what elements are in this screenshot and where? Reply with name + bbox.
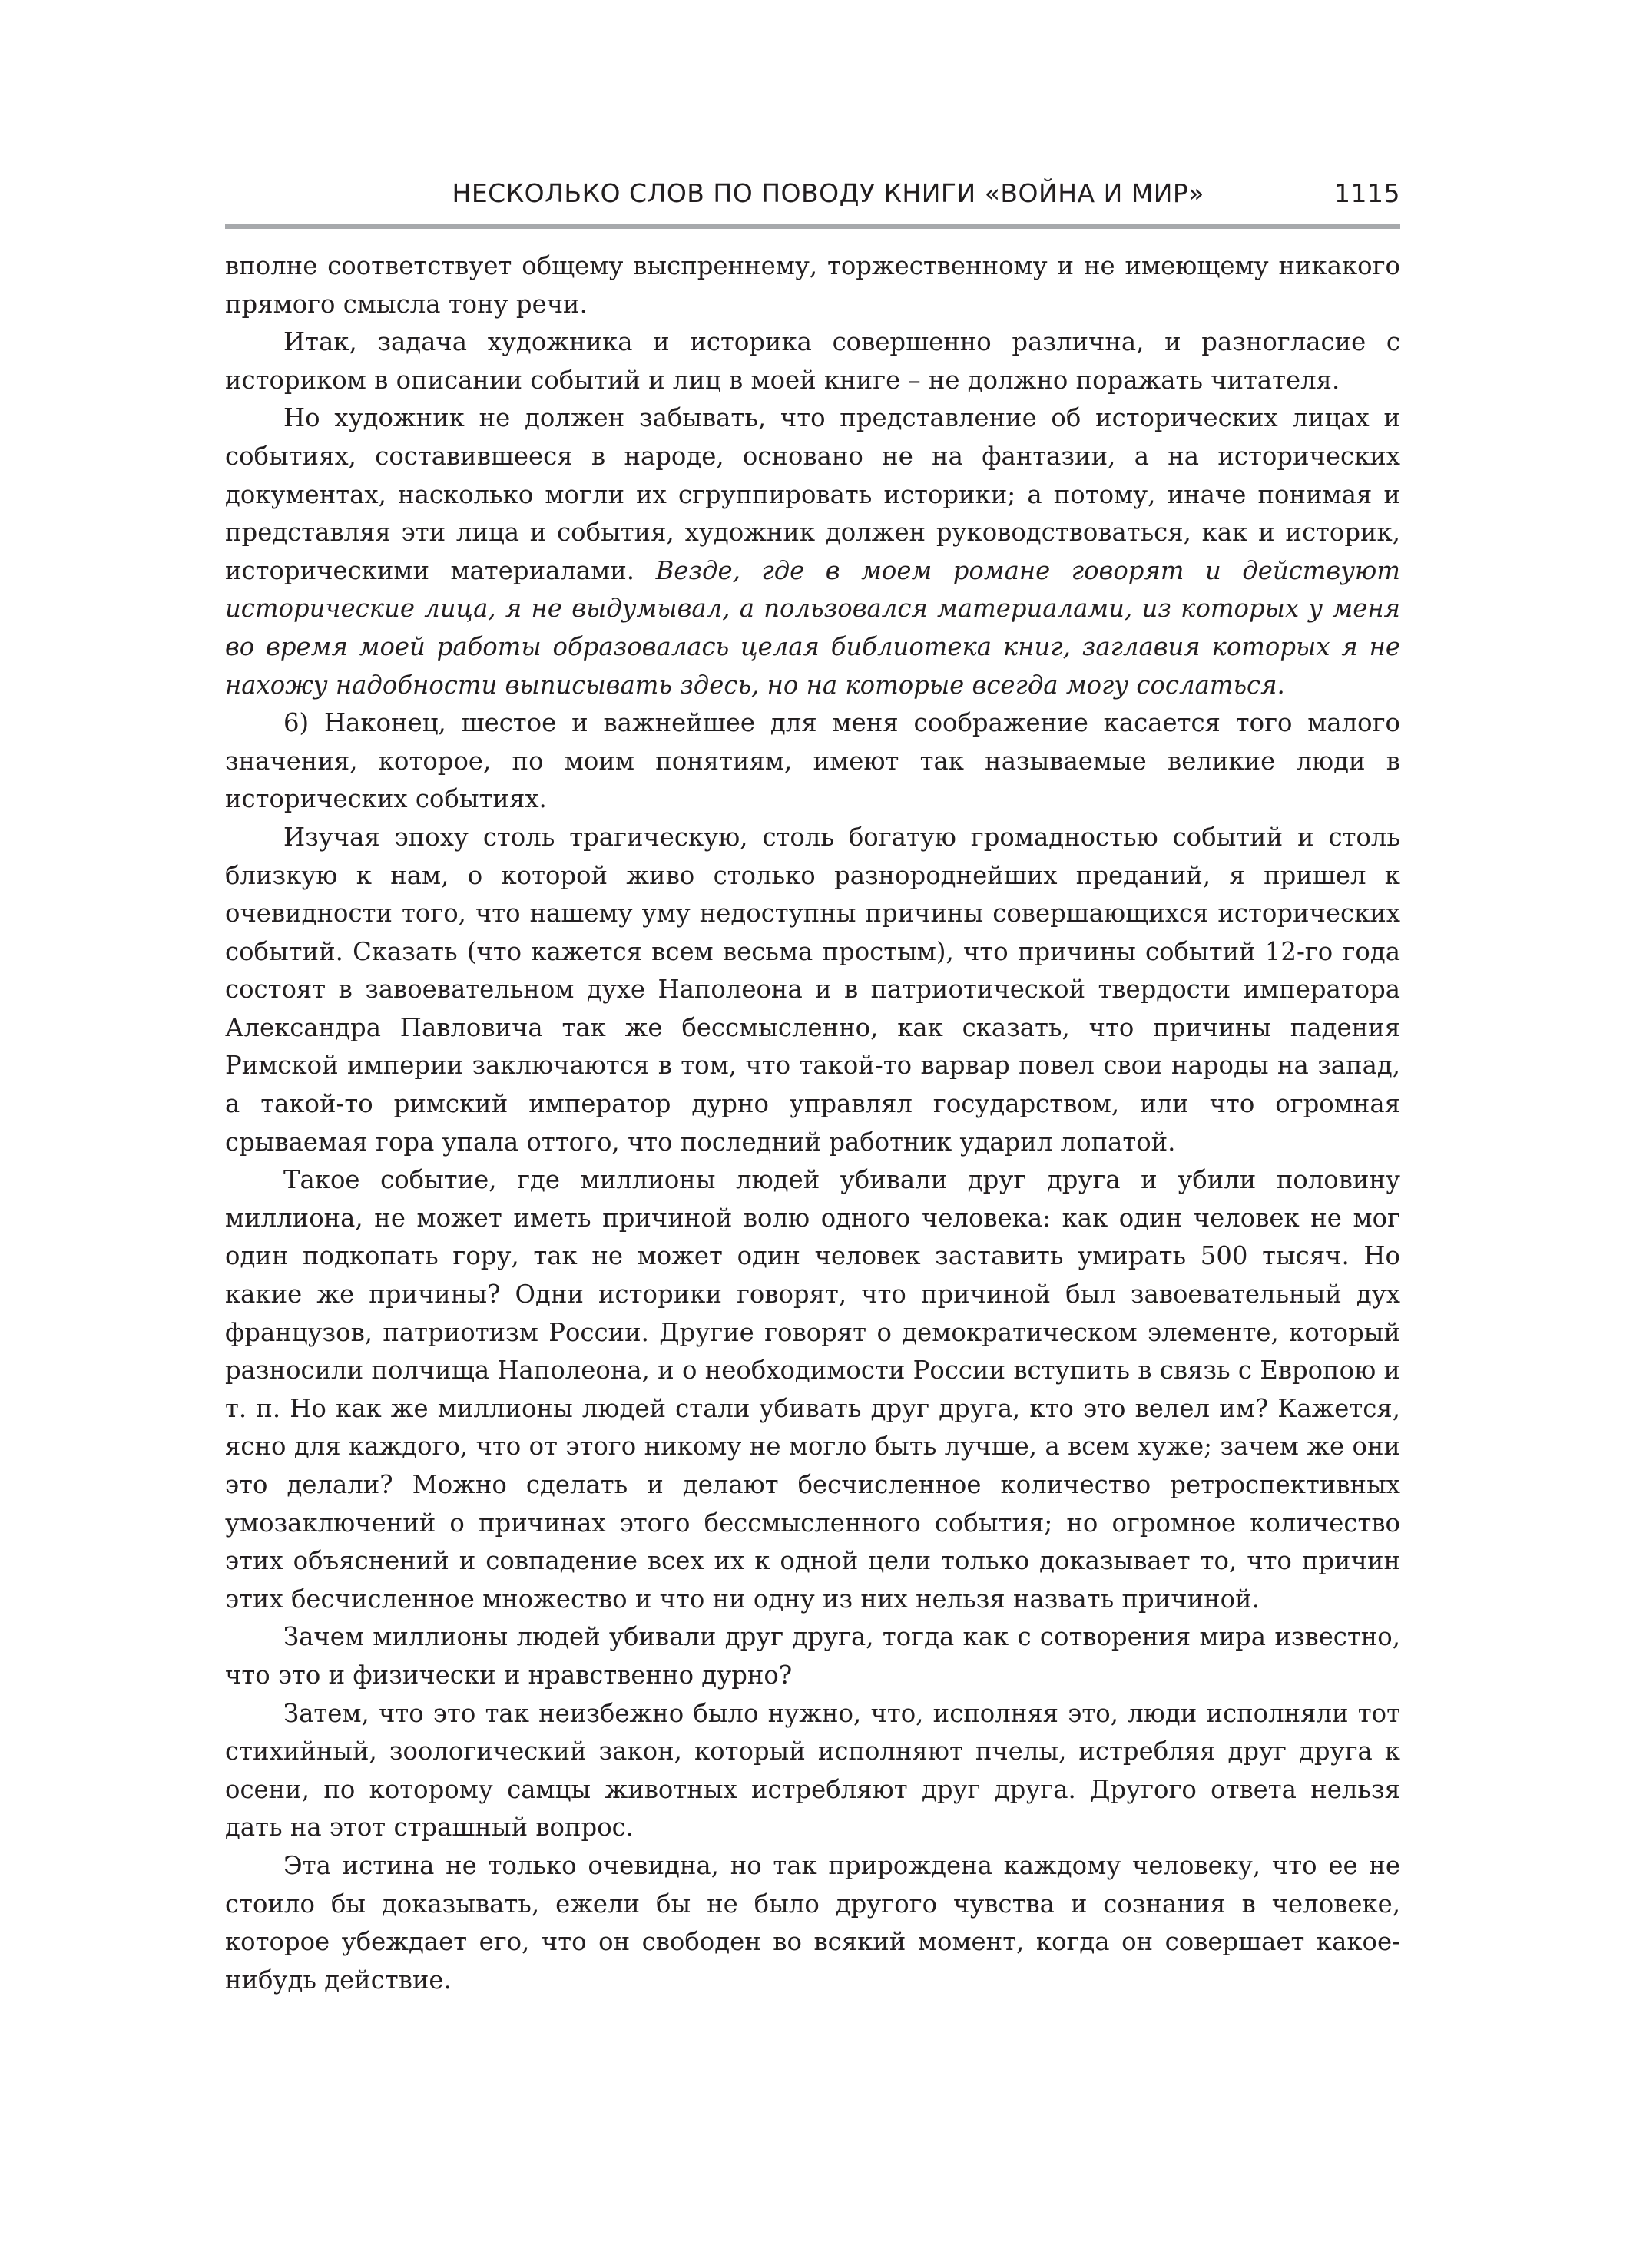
book-page — [225, 177, 1400, 2212]
paragraph — [225, 704, 1400, 819]
paragraph-text: Но художник не должен забывать, что представление об исторических лицах и событиях, составившееся в народе, основано не на фантазии, а на исторических документах, насколько могли их сгруппировать историки; а потому, иначе понимая и представляя эти лица и события, художник должен руководствоваться, как и историк, историческими материалами. — [225, 403, 1400, 585]
italic-passage: Везде, где в моем романе говорят и действуют исторические лица, я не выдумывал, а пользовался материалами, из которых у меня во время моей работы образовалась целая библиотека книг, заглавия которых я не нахожу надобности выписывать здесь, но на которые всегда могу сослаться. — [225, 555, 1400, 700]
paragraph — [225, 1847, 1400, 1999]
paragraph — [225, 1695, 1400, 1847]
paragraph — [225, 399, 1400, 704]
paragraph-text: Зачем миллионы людей убивали друг друга, тогда как с сотворения мира известно, что это и физически и нравственно дурно? — [225, 1622, 1400, 1690]
paragraph-text: вполне соответствует общему выспреннему, торжественному и не имеющему никакого прямого смысла тону речи. — [225, 251, 1400, 319]
paragraph — [225, 247, 1400, 323]
paragraph — [225, 1161, 1400, 1618]
paragraph — [225, 819, 1400, 1161]
paragraph — [225, 1618, 1400, 1694]
running-head — [225, 177, 1400, 229]
paragraph — [225, 323, 1400, 399]
body-text — [225, 247, 1400, 1999]
paragraph-text: Эта истина не только очевидна, но так прирождена каждому человеку, что ее не стоило бы доказывать, ежели бы не было другого чувства и сознания в человеке, которое убеждает его, что он свободен во всякий момент, когда он совершает какое-нибудь действие. — [225, 1850, 1400, 1995]
page-number: 1115 — [1334, 178, 1400, 208]
paragraph-text: 6) Наконец, шестое и важнейшее для меня соображение касается того малого значения, которое, по моим понятиям, имеют так называемые великие люди в исторических событиях. — [225, 708, 1400, 814]
running-head-title: НЕСКОЛЬКО СЛОВ ПО ПОВОДУ КНИГИ «ВОЙНА И МИР» — [452, 178, 1204, 208]
paragraph-text: Итак, задача художника и историка совершенно различна, и разногласие с историком в описании событий и лиц в моей книге – не должно поражать читателя. — [225, 327, 1400, 395]
paragraph-text: Изучая эпоху столь трагическую, столь богатую громадностью событий и столь близкую к нам, о которой живо столько разнороднейших преданий, я пришел к очевидности того, что нашему уму недоступны причины совершающихся исторических событий. Сказать (что кажется всем весьма простым), что причины событий 12-го года состоят в завоевательном духе Наполеона и в патриотической твердости императора Александра Павловича так же бессмысленно, как сказать, что причины падения Римской империи заключаются в том, что такой-то варвар повел свои народы на запад, а такой-то римский император дурно управлял государством, или что огромная срываемая гора упала оттого, что последний работник ударил лопатой. — [225, 822, 1400, 1157]
paragraph-text: Затем, что это так неизбежно было нужно, что, исполняя это, люди исполняли тот стихийный, зоологический закон, который исполняют пчелы, истребляя друг друга к осени, по которому самцы животных истребляют друг друга. Другого ответа нельзя дать на этот страшный вопрос. — [225, 1698, 1400, 1843]
paragraph-text: Такое событие, где миллионы людей убивали друг друга и убили половину миллиона, не может иметь причиной волю одного человека: как один человек не мог один подкопать гору, так не может один человек заставить умирать 500 тысяч. Но какие же причины? Одни историки говорят, что причиной был завоевательный дух французов, патриотизм России. Другие говорят о демократическом элементе, который разносили полчища Наполеона, и о необходимости России вступить в связь с Европою и т. п. Но как же миллионы людей стали убивать друг друга, кто это велел им? Кажется, ясно для каждого, что от этого никому не могло быть лучше, а всем хуже; зачем же они это делали? Можно сделать и делают бесчисленное количество ретроспективных умозаключений о причинах этого бессмысленного события; но огромное количество этих объяснений и совпадение всех их к одной цели только доказывает то, что причин этих бесчисленное множество и что ни одну из них нельзя назвать причиной. — [225, 1165, 1400, 1614]
